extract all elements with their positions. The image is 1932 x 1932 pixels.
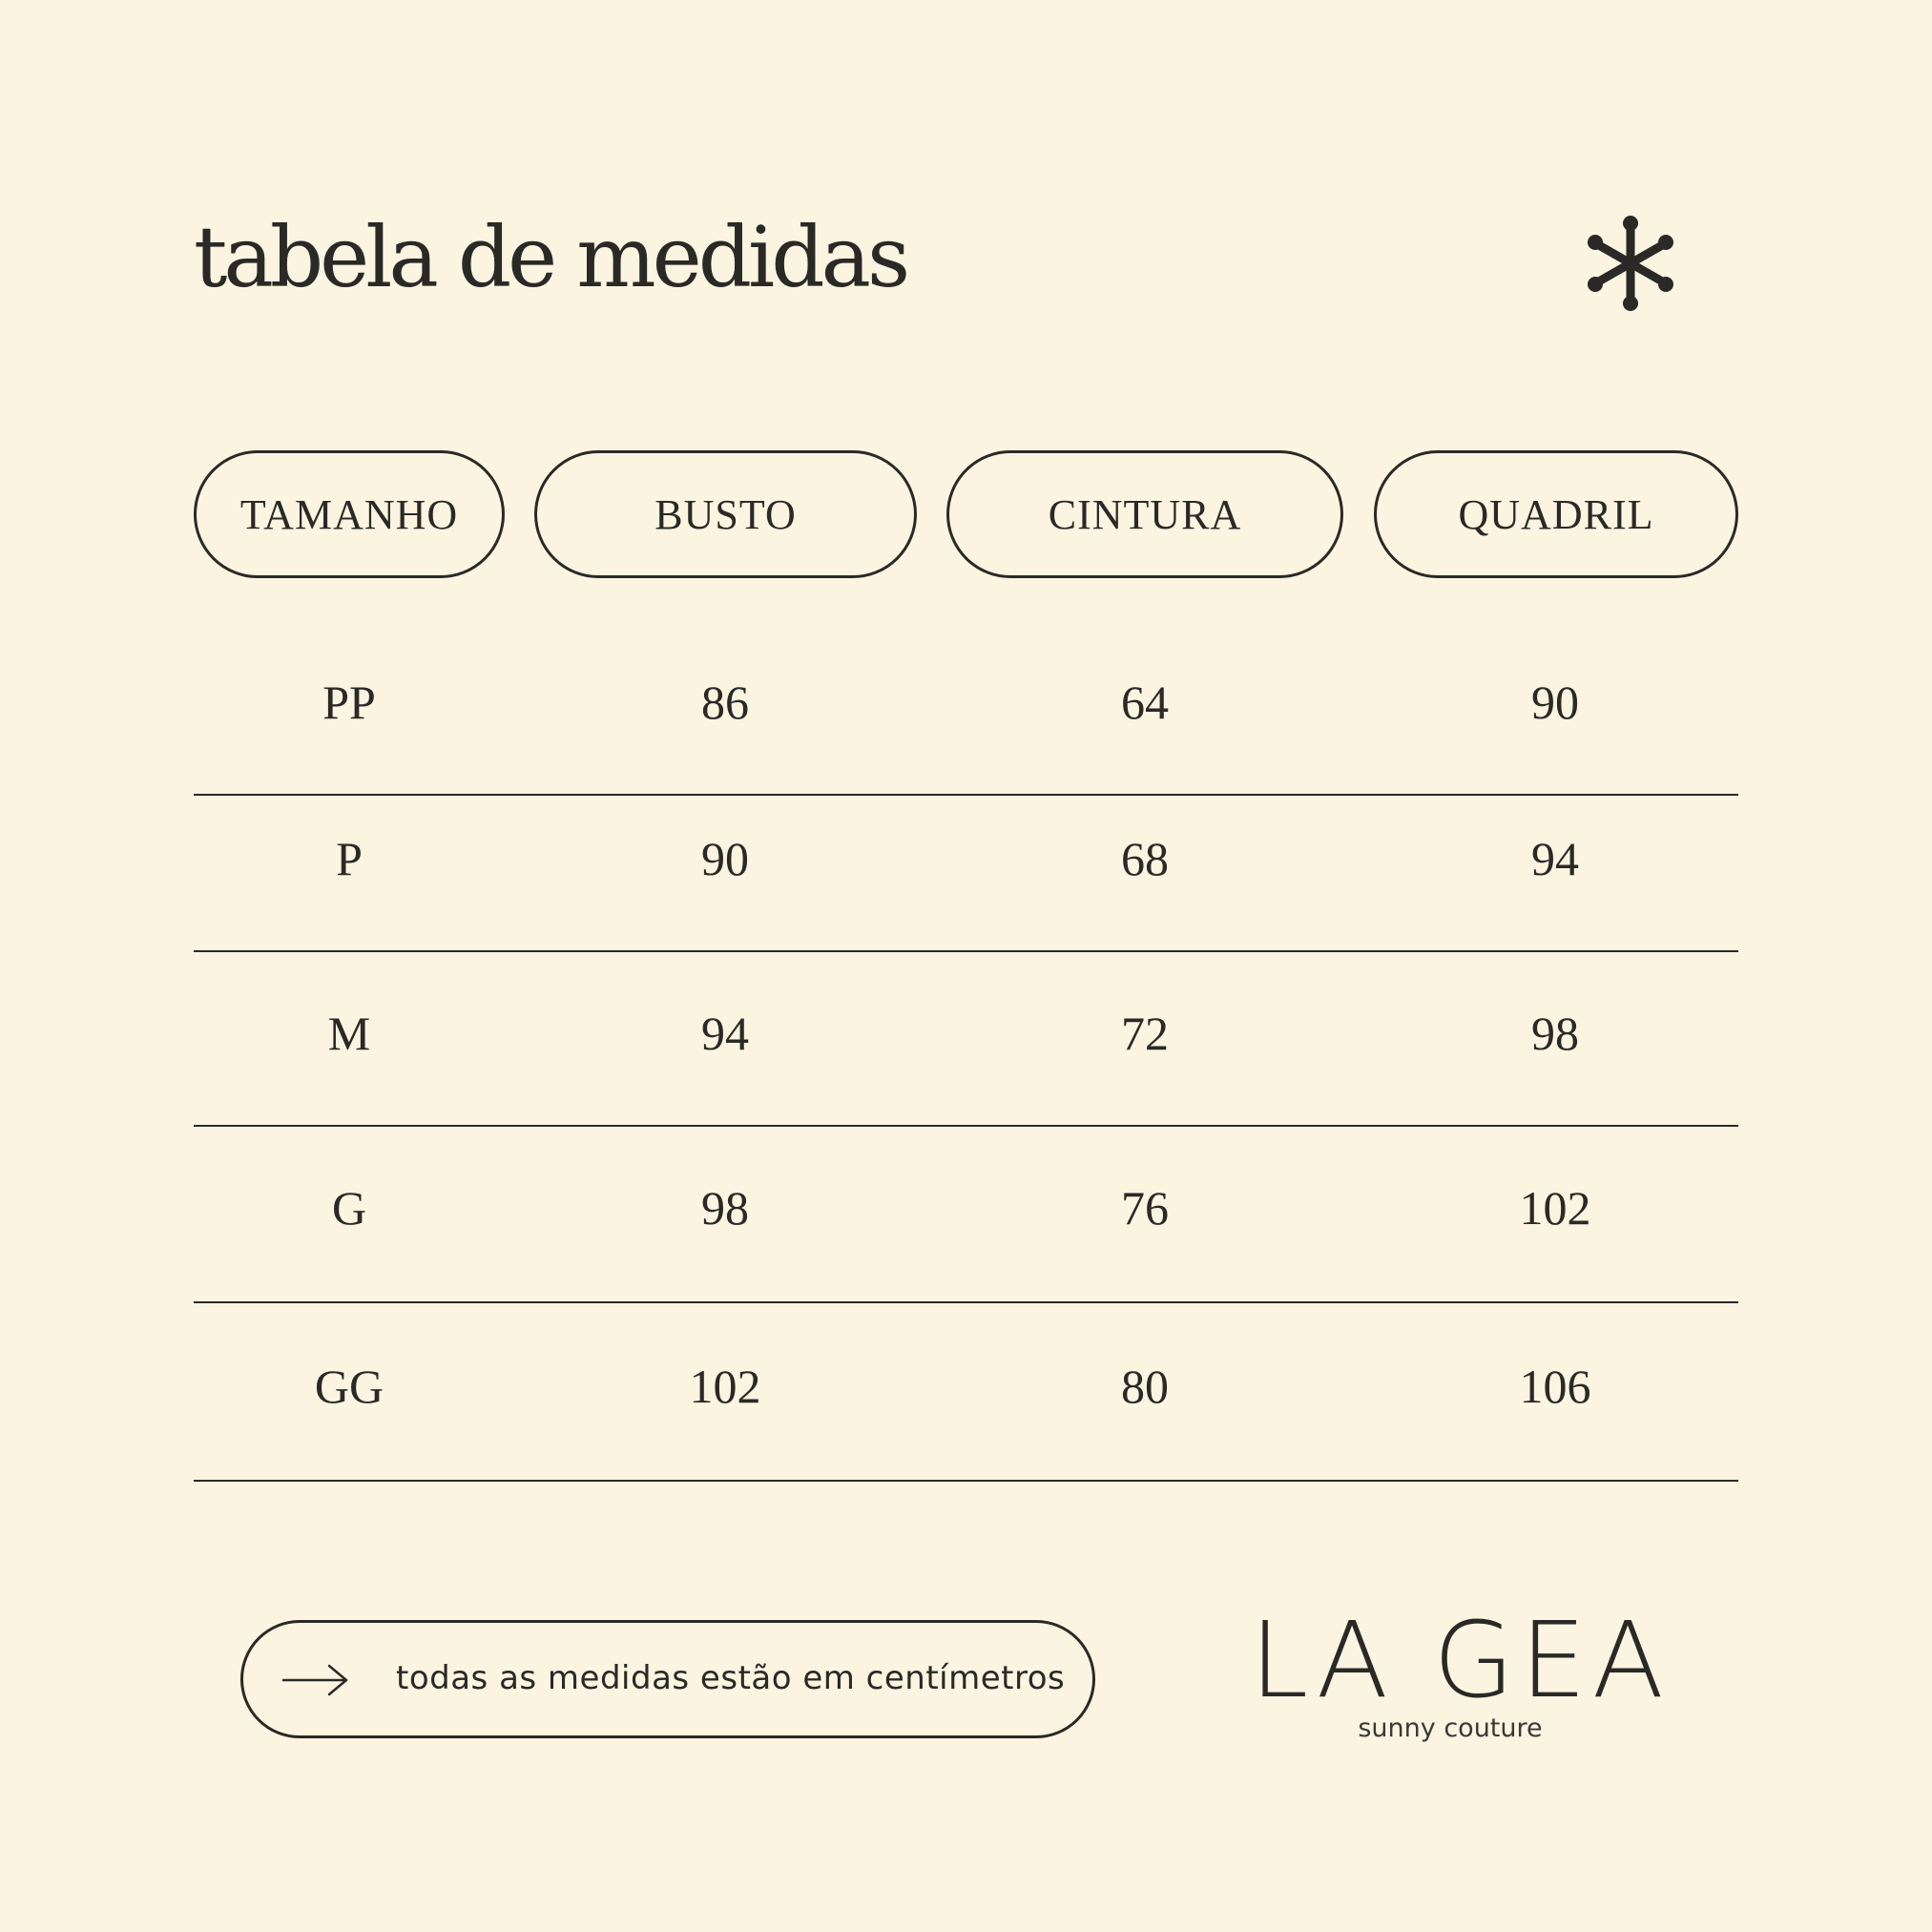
size-cell: GG: [314, 1360, 384, 1413]
header-cintura: CINTURA: [946, 450, 1343, 578]
cintura-cell: 76: [1121, 1181, 1169, 1235]
row-divider: [194, 1125, 1738, 1127]
cintura-cell: 64: [1121, 675, 1169, 729]
size-cell: PP: [322, 675, 376, 729]
brand-tagline: sunny couture: [1358, 1714, 1543, 1743]
header-quadril: QUADRIL: [1374, 450, 1738, 578]
brand-logo: LA GEA: [1250, 1599, 1671, 1721]
cintura-cell: 68: [1121, 832, 1169, 885]
header-busto: BUSTO: [534, 450, 917, 578]
quadril-cell: 90: [1531, 675, 1579, 729]
size-cell: P: [336, 832, 363, 885]
quadril-cell: 94: [1531, 832, 1579, 885]
page-title: tabela de medidas: [194, 208, 907, 306]
quadril-cell: 106: [1519, 1360, 1591, 1413]
header-tamanho: TAMANHO: [194, 450, 505, 578]
arrow-right-icon: [281, 1661, 350, 1699]
row-divider: [194, 1480, 1738, 1482]
asterisk-icon: [1584, 212, 1677, 315]
size-cell: M: [327, 1007, 371, 1060]
row-divider: [194, 1301, 1738, 1303]
cintura-cell: 72: [1121, 1007, 1169, 1060]
busto-cell: 86: [701, 675, 749, 729]
quadril-cell: 102: [1519, 1181, 1591, 1235]
units-note: [240, 1620, 1095, 1738]
busto-cell: 94: [701, 1007, 749, 1060]
cintura-cell: 80: [1121, 1360, 1169, 1413]
row-divider: [194, 794, 1738, 796]
size-cell: G: [331, 1181, 367, 1235]
units-note-text: todas as medidas estão em centímetros: [396, 1659, 1066, 1697]
busto-cell: 98: [701, 1181, 749, 1235]
row-divider: [194, 950, 1738, 952]
busto-cell: 90: [701, 832, 749, 885]
quadril-cell: 98: [1531, 1007, 1579, 1060]
busto-cell: 102: [689, 1360, 761, 1413]
